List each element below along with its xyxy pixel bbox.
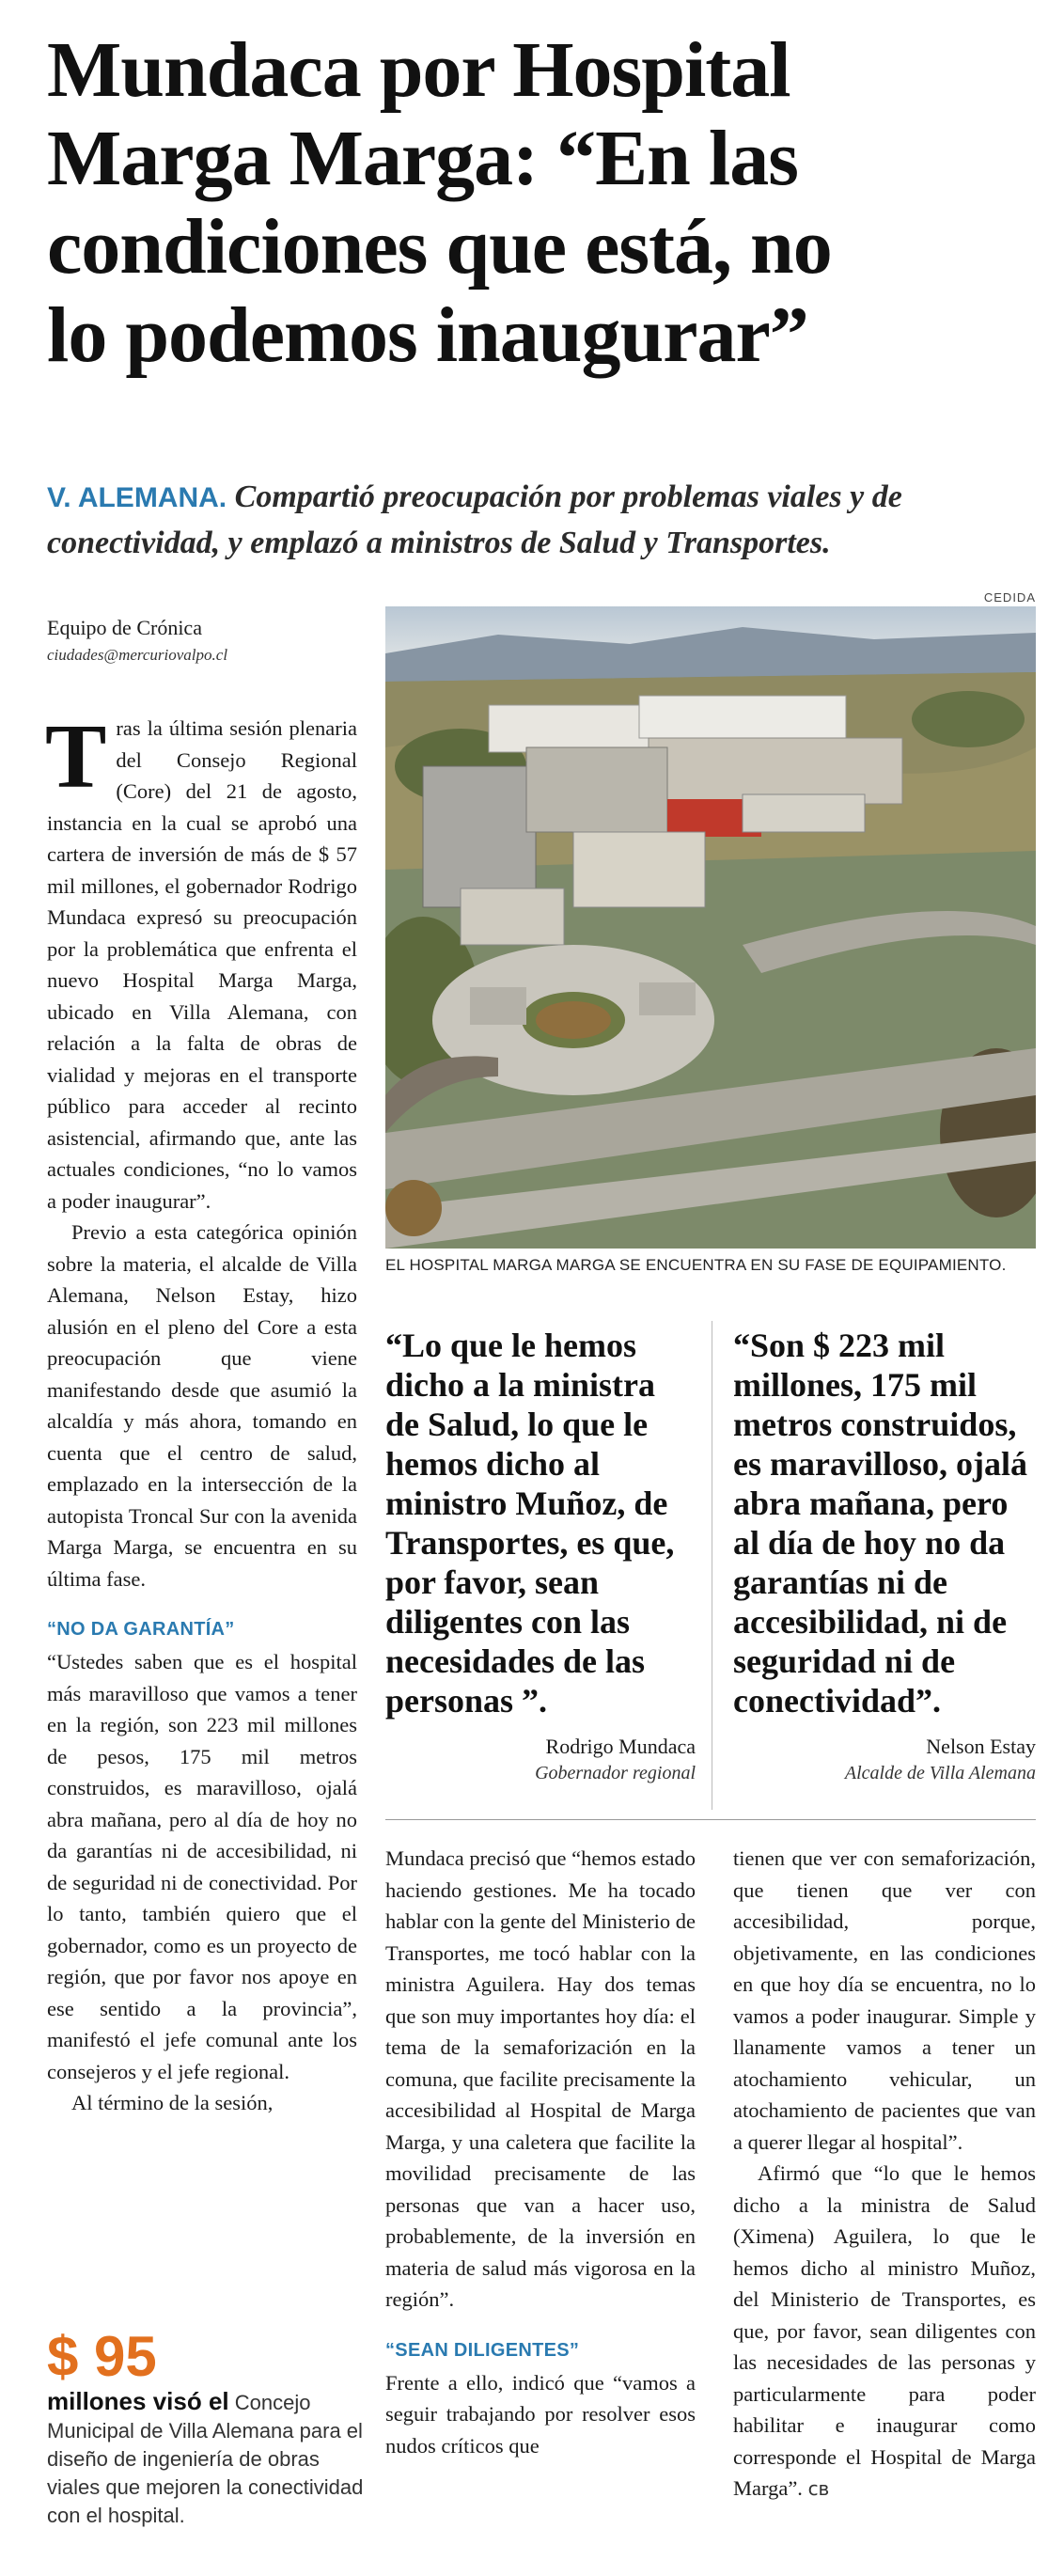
deck-kicker: V. ALEMANA. [47,482,227,513]
headline-line-1: Mundaca por Hospital [47,26,790,114]
byline-name: Equipo de Crónica [47,616,202,639]
quote-attribution [733,1735,1036,1784]
headline-line-2: Marga Marga: “En las [47,115,798,202]
photo-credit: CEDIDA [983,590,1036,605]
attribution-name: Rodrigo Mundaca [545,1735,696,1758]
headline-line-3: condiciones que está, no [47,203,832,291]
stat-lead: millones visó el [47,2387,229,2415]
paragraph: tienen que ver con semaforización, que tienen que ver con accesibilidad, porque, objetivamente, en las condiciones en que hoy día se encuentra, no lo vamos a poder inaugurar. Simple y llanamente vamos a tener un atochamiento vehicular, un atochamiento de pacientes que van a querer llegar al hospital”. [733,1846,1036,2154]
paragraph-text: ras la última sesión plenaria del Consejo Regional (Core) del 21 de agosto, instancia en la cual se aprobó una cartera de inversión de más de $ 57 mil millones, el gobernador Rodrigo Mundaca expresó su preocupación por la problemática que enfrenta el nuevo Hospital Marga Marga, ubicado en Villa Alemana, con relación a la falta de obras de vialidad y mejoras en el transporte público para acceder al recinto asistencial, afirmando que, ante las actuales condiciones, “no lo vamos a poder inaugurar”. [47,716,357,1213]
article-column-1 [45,706,357,2119]
stat-text [47,2387,367,2530]
pull-quote: “Son $ 223 mil millones, 175 mil metros construidos, es maravilloso, ojalá abra mañana, pero al día de hoy no da garantías ni de accesibilidad, ni de seguridad ni de conectividad”. [733,1327,1027,1720]
deck [47,475,1043,566]
deck-text: Compartió preocupación por problemas viales y de conectividad, y emplazó a ministros de Salud y Transportes. [47,479,902,560]
attribution-name: Nelson Estay [926,1735,1036,1758]
stat-figure: $ 95 [47,2325,157,2388]
paragraph: Al término de la sesión, [71,2091,274,2114]
pull-quote: “Lo que le hemos dicho a la ministra de Salud, lo que le hemos dicho al ministro Muñoz, de Transportes, es que, por favor, sean diligentes con las necesidades de las personas ”. [385,1327,675,1720]
photo-caption: EL HOSPITAL MARGA MARGA SE ENCUENTRA EN SU FASE DE EQUIPAMIENTO. [385,1256,1007,1274]
subhead: “SEAN DILIGENTES” [385,2339,580,2361]
headline [47,26,1025,380]
byline [47,616,367,665]
section-rule [385,1819,1036,1820]
headline-line-4: lo podemos inaugurar” [47,291,808,379]
attribution-role: Alcalde de Villa Alemana [844,1763,1036,1783]
end-mark-icon: ᴄʙ [807,2477,830,2500]
paragraph: “Ustedes saben que es el hospital más maravilloso que vamos a tener en la región, son 223 mil millones de pesos, 175 mil metros construidos, es maravilloso, ojalá abra mañana, pero al día de hoy no da garantías ni de accesibilidad, ni de seguridad ni de conectividad. Por lo tanto, también quiero que el gobernador, como es un proyecto de región, que por favor nos apoye en ese sentido a la provincia”, manifestó el jefe comunal ante los consejeros y el jefe regional. [47,1650,357,2083]
article-column-3 [733,1843,1036,2505]
stat-box [47,2327,367,2530]
subhead: “NO DA GARANTÍA” [47,1619,235,1640]
paragraph [45,706,357,1217]
article-column-2 [385,1843,696,2461]
hospital-aerial-illustration [385,606,1036,1249]
paragraph: Frente a ello, indicó que “vamos a seguir trabajando por resolver esos nudos críticos que [385,2370,696,2458]
attribution-role: Gobernador regional [535,1763,696,1783]
paragraph-text: Afirmó que “lo que le hemos dicho a la ministra de Salud (Ximena) Aguilera, lo que le hemos dicho al ministro Muñoz, del Ministerio de Transportes, es que, por favor, sean diligentes con las necesidades de las personas y particularmente para poder habilitar e inaugurar como corresponde el Hospital de Marga Marga”. [733,2161,1036,2500]
paragraph: Previo a esta categórica opinión sobre la materia, el alcalde de Villa Alemana, Nelson Estay, hizo alusión en el pleno del Core a esta preocupación que viene manifestando desde que asumió la alcaldía y más ahora, tomando en cuenta que el centro de salud, emplazado en la intersección de la autopista Troncal Sur con la avenida Marga Marga, se encuentra en su última fase. [47,1220,357,1591]
byline-email: ciudades@mercuriovalpo.cl [47,646,228,664]
hospital-aerial-photo [385,606,1036,1249]
drop-cap: T [45,706,107,808]
paragraph: Mundaca precisó que “hemos estado haciendo gestiones. Me ha tocado hablar con la gente del Ministerio de Transportes, me tocó hablar con la ministra Aguilera. Hay dos temas que son muy importantes hoy día: el tema de la semaforización en la comuna, que facilite precisamente la accesibilidad al Hospital de Marga Marga, y una caletera que facilite la movilidad precisamente de las personas que van a hacer uso, probablemente, de la inversión en materia de salud más vigorosa en la región”. [385,1846,696,2311]
quote-attribution [385,1735,696,1784]
paragraph [733,2158,1036,2505]
stat-description: Concejo Municipal de Villa Alemana para el diseño de ingeniería de obras viales que mejoren la conectividad con el hospital. [47,2391,364,2527]
